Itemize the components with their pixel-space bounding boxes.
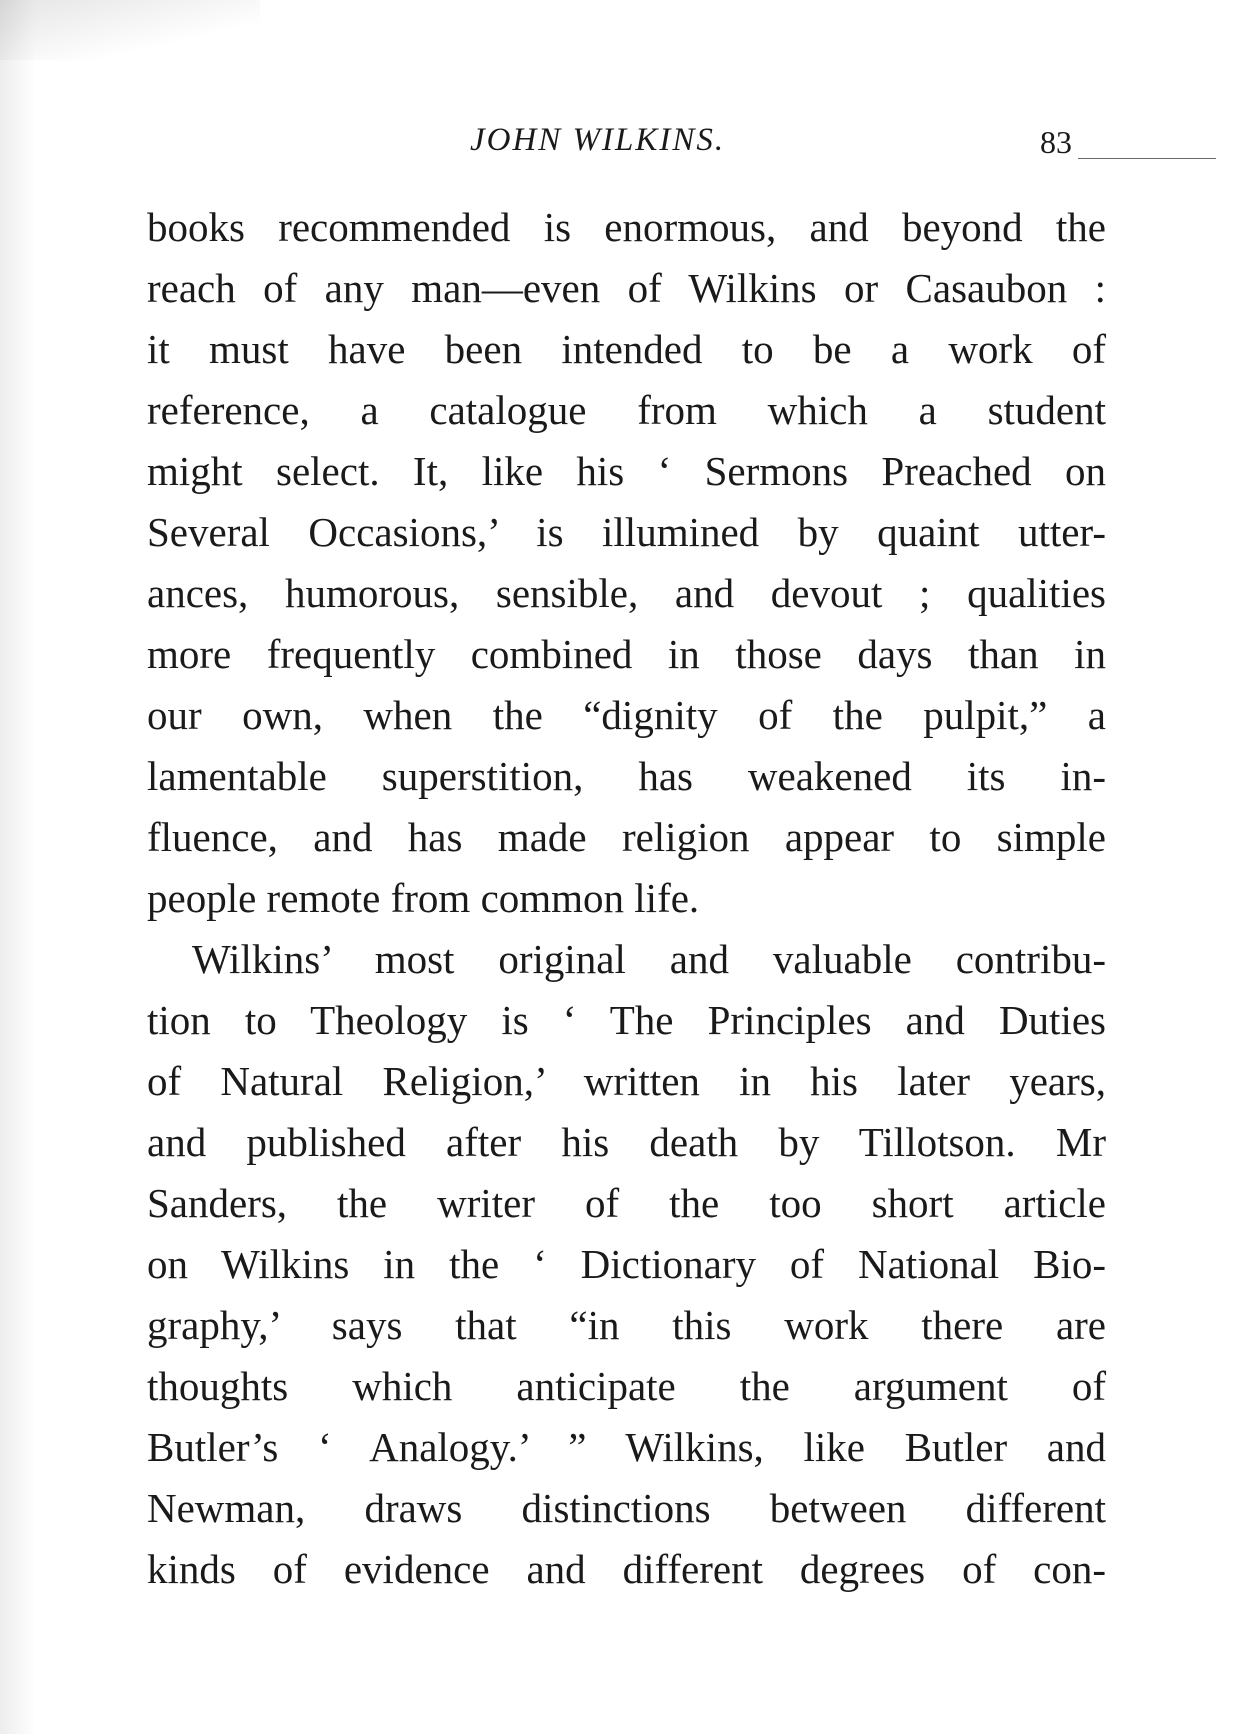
body-text xyxy=(147,197,1106,1600)
text-line: Butler’s ‘ Analogy.’ ” Wilkins, like Butler and xyxy=(147,1424,1106,1470)
running-title: JOHN WILKINS. xyxy=(470,122,726,158)
text-line: lamentable superstition, has weakened its in- xyxy=(147,753,1106,799)
text-line: thoughts which anticipate the argument of xyxy=(147,1363,1106,1409)
page-number: 83 xyxy=(1040,124,1072,160)
text-line: books recommended is enormous, and beyond the xyxy=(147,204,1106,250)
text-line: reach of any man—even of Wilkins or Casaubon : xyxy=(147,265,1106,311)
page-edge-shadow xyxy=(0,0,36,1734)
text-line: more frequently combined in those days than in xyxy=(147,631,1106,677)
text-line: Sanders, the writer of the too short article xyxy=(147,1180,1106,1226)
text-line: it must have been intended to be a work of xyxy=(147,326,1106,372)
text-line: our own, when the “dignity of the pulpit,” a xyxy=(147,692,1106,738)
text-line: Several Occasions,’ is illumined by quaint utter- xyxy=(147,509,1106,555)
text-line: reference, a catalogue from which a student xyxy=(147,387,1106,433)
text-line: kinds of evidence and different degrees of con- xyxy=(147,1546,1106,1592)
page-header xyxy=(0,122,1250,172)
paragraph-start-line: Wilkins’ most original and valuable contribu- xyxy=(192,936,1106,982)
text-line: tion to Theology is ‘ The Principles and Duties xyxy=(147,997,1106,1043)
header-rule xyxy=(1078,158,1216,159)
paragraph-end-line: people remote from common life. xyxy=(147,875,700,921)
text-line: ances, humorous, sensible, and devout ; qualities xyxy=(147,570,1106,616)
text-line: graphy,’ says that “in this work there are xyxy=(147,1302,1106,1348)
text-line: fluence, and has made religion appear to simple xyxy=(147,814,1106,860)
page-corner-shadow xyxy=(0,0,260,60)
text-line: might select. It, like his ‘ Sermons Preached on xyxy=(147,448,1106,494)
text-line: Newman, draws distinctions between different xyxy=(147,1485,1106,1531)
text-line: on Wilkins in the ‘ Dictionary of National Bio- xyxy=(147,1241,1106,1287)
text-line: and published after his death by Tillotson. Mr xyxy=(147,1119,1106,1165)
text-line: of Natural Religion,’ written in his later years, xyxy=(147,1058,1106,1104)
